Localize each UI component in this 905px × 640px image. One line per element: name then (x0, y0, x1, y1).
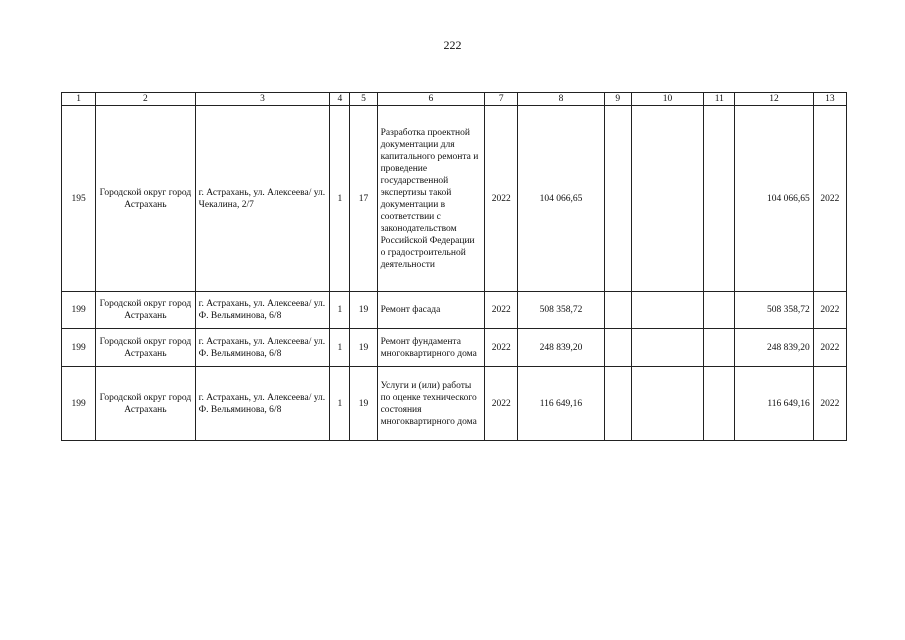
row-number: 199 (62, 292, 96, 329)
address-cell: г. Астрахань, ул. Алексеева/ ул. Ф. Вельяминова, 6/8 (195, 367, 330, 441)
completion-year-cell: 2022 (813, 367, 846, 441)
work-type-cell: Ремонт фундамента многоквартирного дома (377, 329, 485, 367)
total-cost-cell: 508 358,72 (518, 292, 604, 329)
completion-year-cell: 2022 (813, 329, 846, 367)
municipality-cell: Городской округ город Астрахань (96, 329, 196, 367)
column-number-row (62, 93, 847, 106)
municipality-cell: Городской округ город Астрахань (96, 292, 196, 329)
col10-cell (631, 106, 703, 292)
funding-cell: 104 066,65 (735, 106, 813, 292)
column-header: 1 (62, 93, 96, 106)
column-header: 6 (377, 93, 485, 106)
col9-cell (604, 292, 631, 329)
row-number: 199 (62, 367, 96, 441)
year-cell: 2022 (485, 329, 518, 367)
year-cell: 2022 (485, 292, 518, 329)
year-cell: 2022 (485, 367, 518, 441)
col9-cell (604, 329, 631, 367)
municipality-cell: Городской округ город Астрахань (96, 367, 196, 441)
work-type-cell: Разработка проектной документации для капитального ремонта и проведение государственной экспертизы такой документации в соответствии с законодательством Российской Федерации о градостроительной деятельности (377, 106, 485, 292)
funding-cell: 508 358,72 (735, 292, 813, 329)
capital-repair-table (61, 92, 847, 441)
column-header: 11 (704, 93, 735, 106)
col5-cell: 19 (350, 329, 377, 367)
completion-year-cell: 2022 (813, 106, 846, 292)
col4-cell: 1 (330, 329, 350, 367)
column-header: 3 (195, 93, 330, 106)
col10-cell (631, 292, 703, 329)
column-header: 2 (96, 93, 196, 106)
work-type-cell: Услуги и (или) работы по оценке технического состояния многоквартирного дома (377, 367, 485, 441)
row-number: 199 (62, 329, 96, 367)
table-row (62, 367, 847, 441)
work-type-cell: Ремонт фасада (377, 292, 485, 329)
row-number: 195 (62, 106, 96, 292)
total-cost-cell: 116 649,16 (518, 367, 604, 441)
address-cell: г. Астрахань, ул. Алексеева/ ул. Ф. Вельяминова, 6/8 (195, 329, 330, 367)
column-header: 4 (330, 93, 350, 106)
column-header: 9 (604, 93, 631, 106)
page-number: 222 (443, 38, 462, 52)
column-header: 13 (813, 93, 846, 106)
col4-cell: 1 (330, 292, 350, 329)
col9-cell (604, 106, 631, 292)
table-row (62, 106, 847, 292)
funding-cell: 248 839,20 (735, 329, 813, 367)
col10-cell (631, 329, 703, 367)
col4-cell: 1 (330, 367, 350, 441)
municipality-cell: Городской округ город Астрахань (96, 106, 196, 292)
table-row (62, 329, 847, 367)
address-cell: г. Астрахань, ул. Алексеева/ ул. Ф. Вельяминова, 6/8 (195, 292, 330, 329)
year-cell: 2022 (485, 106, 518, 292)
col11-cell (704, 292, 735, 329)
col5-cell: 17 (350, 106, 377, 292)
completion-year-cell: 2022 (813, 292, 846, 329)
col11-cell (704, 329, 735, 367)
col5-cell: 19 (350, 292, 377, 329)
column-header: 5 (350, 93, 377, 106)
col10-cell (631, 367, 703, 441)
col9-cell (604, 367, 631, 441)
col11-cell (704, 106, 735, 292)
column-header: 7 (485, 93, 518, 106)
col11-cell (704, 367, 735, 441)
col5-cell: 19 (350, 367, 377, 441)
total-cost-cell: 248 839,20 (518, 329, 604, 367)
column-header: 8 (518, 93, 604, 106)
column-header: 12 (735, 93, 813, 106)
col4-cell: 1 (330, 106, 350, 292)
table-row (62, 292, 847, 329)
column-header: 10 (631, 93, 703, 106)
total-cost-cell: 104 066,65 (518, 106, 604, 292)
funding-cell: 116 649,16 (735, 367, 813, 441)
address-cell: г. Астрахань, ул. Алексеева/ ул. Чекалина, 2/7 (195, 106, 330, 292)
